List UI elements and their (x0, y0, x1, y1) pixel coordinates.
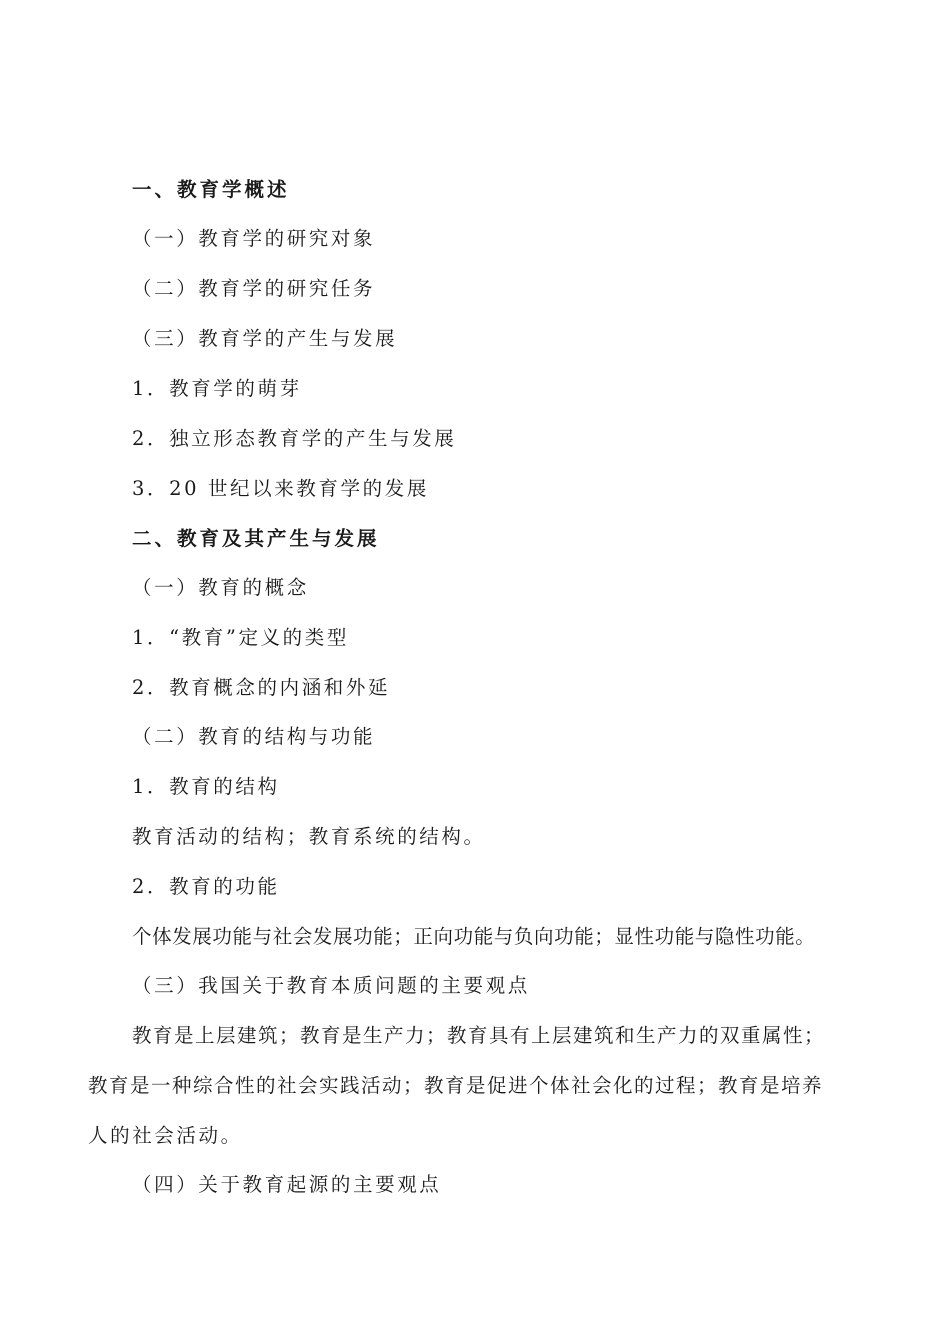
numbered-item: 3．20 世纪以来教育学的发展 (132, 477, 429, 500)
subsection-heading: （二）教育学的研究任务 (132, 277, 376, 300)
numbered-item: 2．教育的功能 (132, 875, 280, 898)
body-paragraph: 教育活动的结构；教育系统的结构。 (132, 825, 486, 848)
subsection-heading: （三）教育学的产生与发展 (132, 327, 398, 350)
subsection-heading: （三）我国关于教育本质问题的主要观点 (132, 974, 530, 997)
body-paragraph-continued: 人的社会活动。 (88, 1124, 243, 1147)
subsection-heading: （二）教育的结构与功能 (132, 725, 376, 748)
body-paragraph: 个体发展功能与社会发展功能；正向功能与负向功能；显性功能与隐性功能。 (132, 925, 816, 948)
numbered-item: 1．教育的结构 (132, 775, 280, 798)
numbered-item: 2．独立形态教育学的产生与发展 (132, 427, 457, 450)
numbered-item: 1．教育学的萌芽 (132, 377, 302, 400)
section-heading-1: 一、教育学概述 (132, 178, 290, 201)
subsection-heading: （一）教育的概念 (132, 576, 309, 599)
subsection-heading: （一）教育学的研究对象 (132, 227, 376, 250)
numbered-item: 1．“教育”定义的类型 (132, 626, 349, 649)
subsection-heading: （四）关于教育起源的主要观点 (132, 1173, 442, 1196)
numbered-item: 2．教育概念的内涵和外延 (132, 676, 391, 699)
section-heading-2: 二、教育及其产生与发展 (132, 527, 380, 550)
body-paragraph: 教育是上层建筑；教育是生产力；教育具有上层建筑和生产力的双重属性； (132, 1024, 826, 1047)
body-paragraph-continued: 教育是一种综合性的社会实践活动；教育是促进个体社会化的过程；教育是培养 (88, 1074, 824, 1097)
